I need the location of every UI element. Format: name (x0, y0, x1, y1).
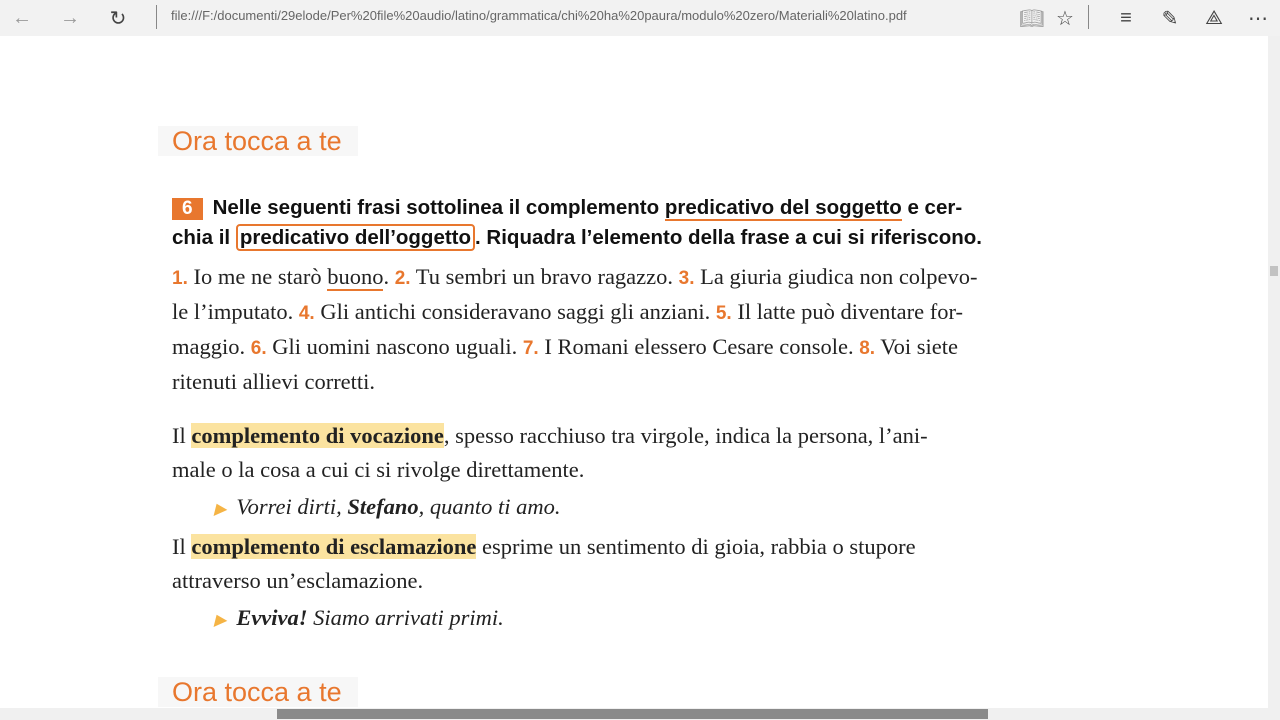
esclamazione-paragraph (172, 534, 916, 560)
text-segment: attraverso un’esclamazione. (172, 568, 424, 593)
text-segment: 2. (394, 268, 411, 289)
text-segment: buono (327, 264, 384, 289)
vertical-scrollbar[interactable] (1268, 36, 1280, 708)
text-segment: 1. (172, 268, 188, 289)
scroll-thumb[interactable] (277, 709, 988, 719)
text-segment: 4. (298, 303, 315, 324)
text: e cer- (901, 196, 963, 219)
exercise-number: 6 (172, 198, 203, 220)
triangle-bullet-icon: ▶ (214, 612, 227, 629)
back-arrow-icon[interactable]: ← (12, 6, 32, 29)
text-segment: le l’imputato. (172, 299, 299, 324)
address-bar[interactable]: file:///F:/documenti/29elode/Per%20file%20audio/latino/grammatica/chi%20ha%20paura/modulo%20zero/Materiali%20latino.pdf (171, 8, 907, 23)
highlighted-term: complemento di vocazione (191, 423, 444, 448)
hub-icon[interactable]: ≡ (1120, 6, 1132, 29)
boxed-text: predicativo dell’oggetto (236, 224, 475, 251)
text-segment: La giuria giudica non colpevo- (694, 264, 978, 289)
share-icon[interactable]: ⟁ (1205, 6, 1223, 29)
vocazione-paragraph (172, 423, 928, 449)
triangle-bullet-icon: ▶ (214, 501, 227, 518)
text-segment: 5. (715, 303, 732, 324)
web-note-icon[interactable]: ✎ (1161, 7, 1179, 30)
browser-toolbar (0, 0, 1280, 36)
text-segment: esprime un sentimento di gioia, rabbia o stupore (476, 534, 916, 559)
text-segment: , spesso racchiuso tra virgole, indica la persona, l’ani- (443, 423, 928, 448)
text-segment: 6. (250, 338, 267, 359)
scroll-thumb[interactable] (1270, 266, 1278, 276)
text-segment: Il (172, 423, 192, 448)
underlined-text: predicativo del soggetto (664, 196, 902, 219)
vocazione-paragraph-line2 (172, 457, 584, 483)
text: Nelle seguenti frasi sottolinea il complemento (212, 196, 665, 219)
text-segment: Voi siete (875, 334, 959, 359)
text: chia il (172, 226, 236, 249)
exercise-instruction-line2 (172, 226, 982, 250)
exercise-line (172, 264, 978, 290)
text-segment: Io me ne starò (187, 264, 328, 289)
text-segment: Gli uomini nascono uguali. (266, 334, 523, 359)
text-segment: Il (172, 534, 192, 559)
text-segment: Stefano (347, 494, 419, 519)
favorite-star-icon[interactable]: ☆ (1056, 7, 1074, 30)
text-segment: Gli antichi consideravano saggi gli anziani. (314, 299, 716, 324)
text-segment: 7. (522, 338, 539, 359)
divider (156, 5, 157, 29)
exercise-line (172, 334, 958, 360)
text-segment: Tu sembri un bravo ragazzo. (410, 264, 679, 289)
refresh-icon[interactable]: ↻ (109, 7, 127, 30)
vocazione-example (214, 494, 561, 520)
text-segment: Siamo arrivati primi. (307, 605, 504, 630)
section-heading: Ora tocca a te (172, 677, 342, 707)
pdf-page (0, 36, 1268, 708)
text-segment: . (383, 264, 395, 289)
reading-view-icon[interactable]: 📖︎ (1019, 7, 1045, 30)
exercise-line (172, 369, 375, 395)
text-segment: Evviva! (236, 605, 308, 630)
text-segment: , quanto ti amo. (418, 494, 561, 519)
forward-arrow-icon[interactable]: → (60, 6, 80, 29)
text-segment: male o la cosa a cui ci si rivolge direttamente. (172, 457, 585, 482)
section-heading: Ora tocca a te (172, 126, 342, 156)
text-segment: maggio. (172, 334, 251, 359)
text-segment: Vorrei dirti, (236, 494, 348, 519)
divider (1088, 5, 1089, 29)
highlighted-term: complemento di esclamazione (191, 534, 477, 559)
text-segment: 3. (678, 268, 695, 289)
exercise-instruction (172, 196, 962, 220)
more-icon[interactable]: ⋯ (1248, 7, 1268, 30)
exercise-line (172, 299, 963, 325)
text-segment: ritenuti allievi corretti. (172, 369, 376, 394)
text-segment: 8. (859, 338, 876, 359)
text-segment: I Romani elessero Cesare console. (538, 334, 860, 359)
text: . Riquadra l’elemento della frase a cui si riferiscono. (475, 226, 983, 249)
esclamazione-example (214, 605, 504, 631)
horizontal-scrollbar[interactable] (0, 708, 1280, 720)
text-segment: Il latte può diventare for- (731, 299, 964, 324)
esclamazione-paragraph-line2 (172, 568, 423, 594)
